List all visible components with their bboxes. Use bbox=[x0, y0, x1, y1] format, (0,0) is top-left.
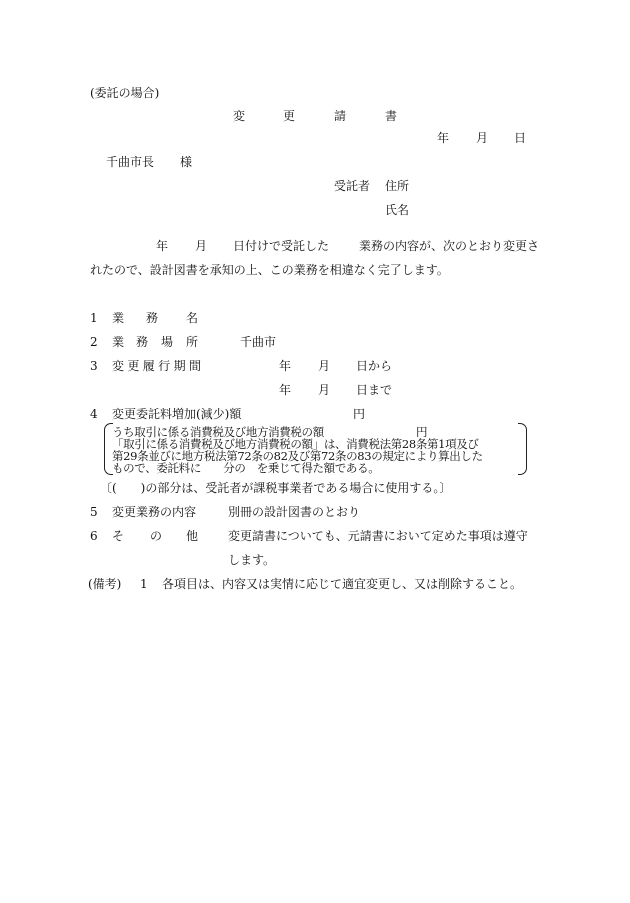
tax-unit: 円 bbox=[416, 425, 428, 439]
remarks-text: 各項目は、内容又は実情に応じて適宜変更し、又は削除すること。 bbox=[162, 577, 523, 591]
period-to-year: 年 bbox=[279, 383, 292, 397]
item-label-char: そ bbox=[112, 529, 125, 543]
title-char: 請 bbox=[334, 109, 347, 123]
date-day-label: 日 bbox=[514, 131, 527, 145]
item-number: 2 bbox=[90, 335, 98, 349]
item-label: 変更委託料増加(減少)額 bbox=[112, 407, 242, 421]
item-label-char: 名 bbox=[186, 311, 199, 325]
item-label-char: 業 bbox=[112, 311, 125, 325]
item-number: 1 bbox=[90, 311, 98, 325]
title-char: 書 bbox=[385, 109, 398, 123]
item-label-char: 務 bbox=[136, 335, 149, 349]
case-label: (委託の場合) bbox=[90, 86, 160, 100]
period-to-month: 月 bbox=[318, 383, 331, 397]
item-value: 千曲市 bbox=[240, 335, 277, 349]
item-label-char: 業 bbox=[112, 335, 125, 349]
item-number: 4 bbox=[90, 407, 98, 421]
addressee: 千曲市長 bbox=[106, 155, 155, 169]
item-label-char: 場 bbox=[161, 335, 174, 349]
title-char: 更 bbox=[283, 109, 296, 123]
title-char: 変 bbox=[233, 109, 246, 123]
item-value-line: します。 bbox=[228, 553, 276, 567]
item-label-char: 他 bbox=[186, 529, 199, 543]
name-label: 氏名 bbox=[385, 203, 410, 217]
item-label-char: の bbox=[150, 529, 163, 543]
item-number: 6 bbox=[90, 529, 98, 543]
tax-note-line: 第29条並びに地方税法第72条の82及び第72条の83の規定により算出した bbox=[112, 449, 483, 463]
body-line2-text: れたので、設計図書を承知の上、この業務を相違なく完了します。 bbox=[90, 263, 449, 277]
remarks-number: 1 bbox=[140, 577, 148, 591]
item-label: 変更履行期間 bbox=[112, 359, 205, 373]
item-label-char: 所 bbox=[186, 335, 199, 349]
bracket-note: 〔( )の部分は、受託者が課税事業者である場合に使用する。〕 bbox=[100, 481, 452, 495]
contractor-label: 受託者 bbox=[334, 179, 371, 193]
period-from-day: 日から bbox=[356, 359, 393, 373]
item-number: 3 bbox=[90, 359, 98, 373]
right-brace bbox=[518, 423, 527, 475]
period-to-day: 日まで bbox=[356, 383, 393, 397]
address-label: 住所 bbox=[385, 179, 410, 193]
tax-note-line: もので、委託料に 分の を乗じて得た額である。 bbox=[112, 461, 380, 475]
fee-unit: 円 bbox=[353, 407, 366, 421]
body-line1-text: 日付けで受託した bbox=[233, 239, 330, 253]
date-year-label: 年 bbox=[437, 131, 450, 145]
item-value: 別冊の設計図書のとおり bbox=[228, 505, 361, 519]
item-value-line: 変更請書についても、元請書において定めた事項は遵守 bbox=[228, 529, 528, 543]
item-label-char: 務 bbox=[146, 311, 159, 325]
body-year-label: 年 bbox=[156, 239, 169, 253]
period-from-year: 年 bbox=[279, 359, 292, 373]
remarks-label: (備考) bbox=[88, 577, 122, 591]
honorific: 様 bbox=[180, 155, 193, 169]
date-month-label: 月 bbox=[476, 131, 489, 145]
item-number: 5 bbox=[90, 505, 98, 519]
body-month-label: 月 bbox=[195, 239, 208, 253]
item-label: 変更業務の内容 bbox=[112, 505, 197, 519]
period-from-month: 月 bbox=[318, 359, 331, 373]
tax-note-line: 「取引に係る消費税及び地方消費税の額」は、消費税法第28条第1項及び bbox=[112, 437, 479, 451]
body-line1-text: 業務の内容が、次のとおり変更さ bbox=[359, 239, 540, 253]
tax-label: うち取引に係る消費税及び地方消費税の額 bbox=[112, 425, 324, 439]
